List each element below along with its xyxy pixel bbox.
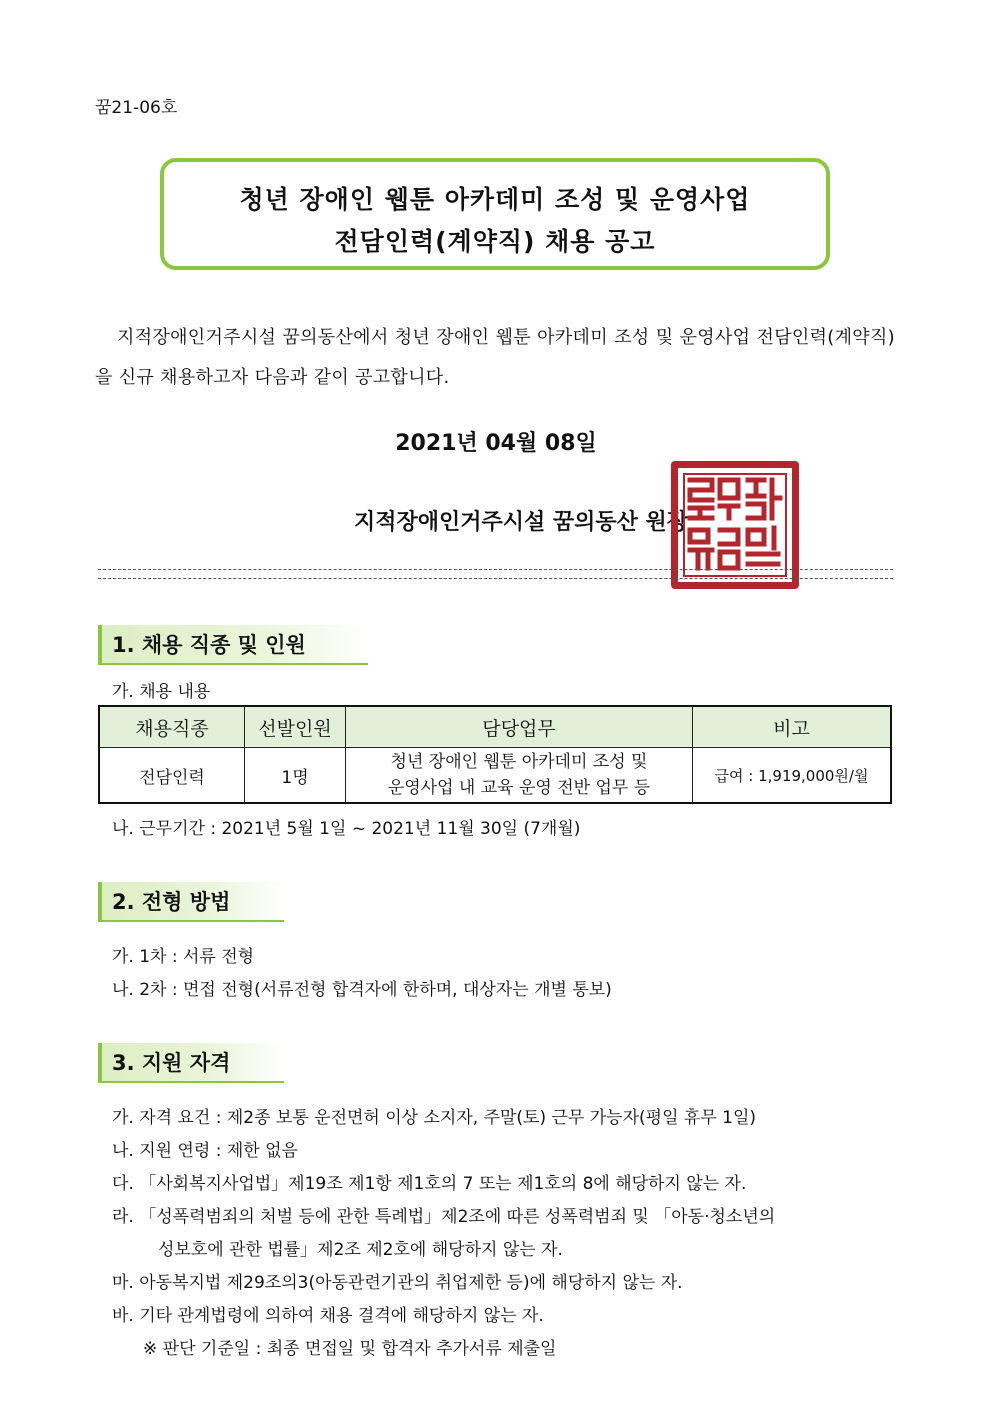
reference-date-note: ※ 판단 기준일 : 최종 면접일 및 합격자 추가서류 제출일 [143,1339,557,1359]
duty-line-1: 청년 장애인 웹툰 아카데미 조성 및 [390,752,648,772]
divider-dashed-2 [98,578,893,579]
table-row [99,748,891,804]
list-item: 마. 아동복지법 제29조의3(아동관련기관의 취업제한 등)에 해당하지 않는 자. [112,1273,683,1293]
title-line-2: 전담인력(계약직) 채용 공고 [334,227,656,256]
list-item-continuation: 성보호에 관한 법률」제2조 제2호에 해당하지 않는 자. [158,1240,563,1260]
table-header-cell: 선발인원 [245,706,346,748]
list-item: 바. 기타 관계법령에 의하여 채용 결격에 해당하지 않는 자. [112,1306,544,1326]
list-item: 가. 자격 요건 : 제2종 보통 운전면허 이상 소지자, 주말(토) 근무 가능자(평일 휴무 1일) [112,1108,757,1128]
seal-glyphs [678,468,792,582]
list-item: 나. 2차 : 면접 전형(서류전형 합격자에 한하며, 대상자는 개별 통보) [112,980,612,1000]
announcement-date: 2021년 04월 08일 [395,431,597,456]
document-number: 꿈21-06호 [95,98,178,118]
duty-cell [346,748,693,804]
duty-line-2: 운영사업 내 교육 운영 전반 업무 등 [387,778,651,798]
table-header-cell: 비고 [693,706,892,748]
table-header-cell: 담당업무 [346,706,693,748]
section-heading-qualification: 3. 지원 자격 [98,1043,284,1083]
list-item: 다. 「사회복지사업법」제19조 제1항 제1호의 7 또는 제1호의 8에 해당하지 않는 자. [112,1174,747,1194]
table-header-cell: 채용직종 [99,706,245,748]
job-cell: 전담인력 [99,748,245,804]
section-heading-selection: 2. 전형 방법 [98,882,284,922]
recruitment-table [98,705,892,804]
list-item: 가. 1차 : 서류 전형 [112,947,255,967]
organization-signature: 지적장애인거주시설 꿈의동산 원장 [353,510,689,535]
section-heading-recruitment: 1. 채용 직종 및 인원 [98,625,368,665]
list-item: 라. 「성폭력범죄의 처벌 등에 관한 특례법」제2조에 따른 성폭력범죄 및 「아동·청소년의 [112,1207,776,1227]
list-item: 나. 지원 연령 : 제한 없음 [112,1141,298,1161]
title-line-1: 청년 장애인 웹툰 아카데미 조성 및 운영사업 [239,185,751,214]
table-header-row [99,706,891,748]
work-period: 나. 근무기간 : 2021년 5월 1일 ~ 2021년 11월 30일 (7개월) [112,819,581,839]
intro-paragraph: 지적장애인거주시설 꿈의동산에서 청년 장애인 웹툰 아카데미 조성 및 운영사업 전담인력(계약직)을 신규 채용하고자 다음과 같이 공고합니다. [95,327,895,388]
note-cell: 급여 : 1,919,000원/월 [693,748,892,804]
divider-dashed-1 [98,569,893,570]
count-cell: 1명 [245,748,346,804]
sub-heading-recruitment-details: 가. 채용 내용 [112,682,211,702]
title-box [160,158,830,270]
